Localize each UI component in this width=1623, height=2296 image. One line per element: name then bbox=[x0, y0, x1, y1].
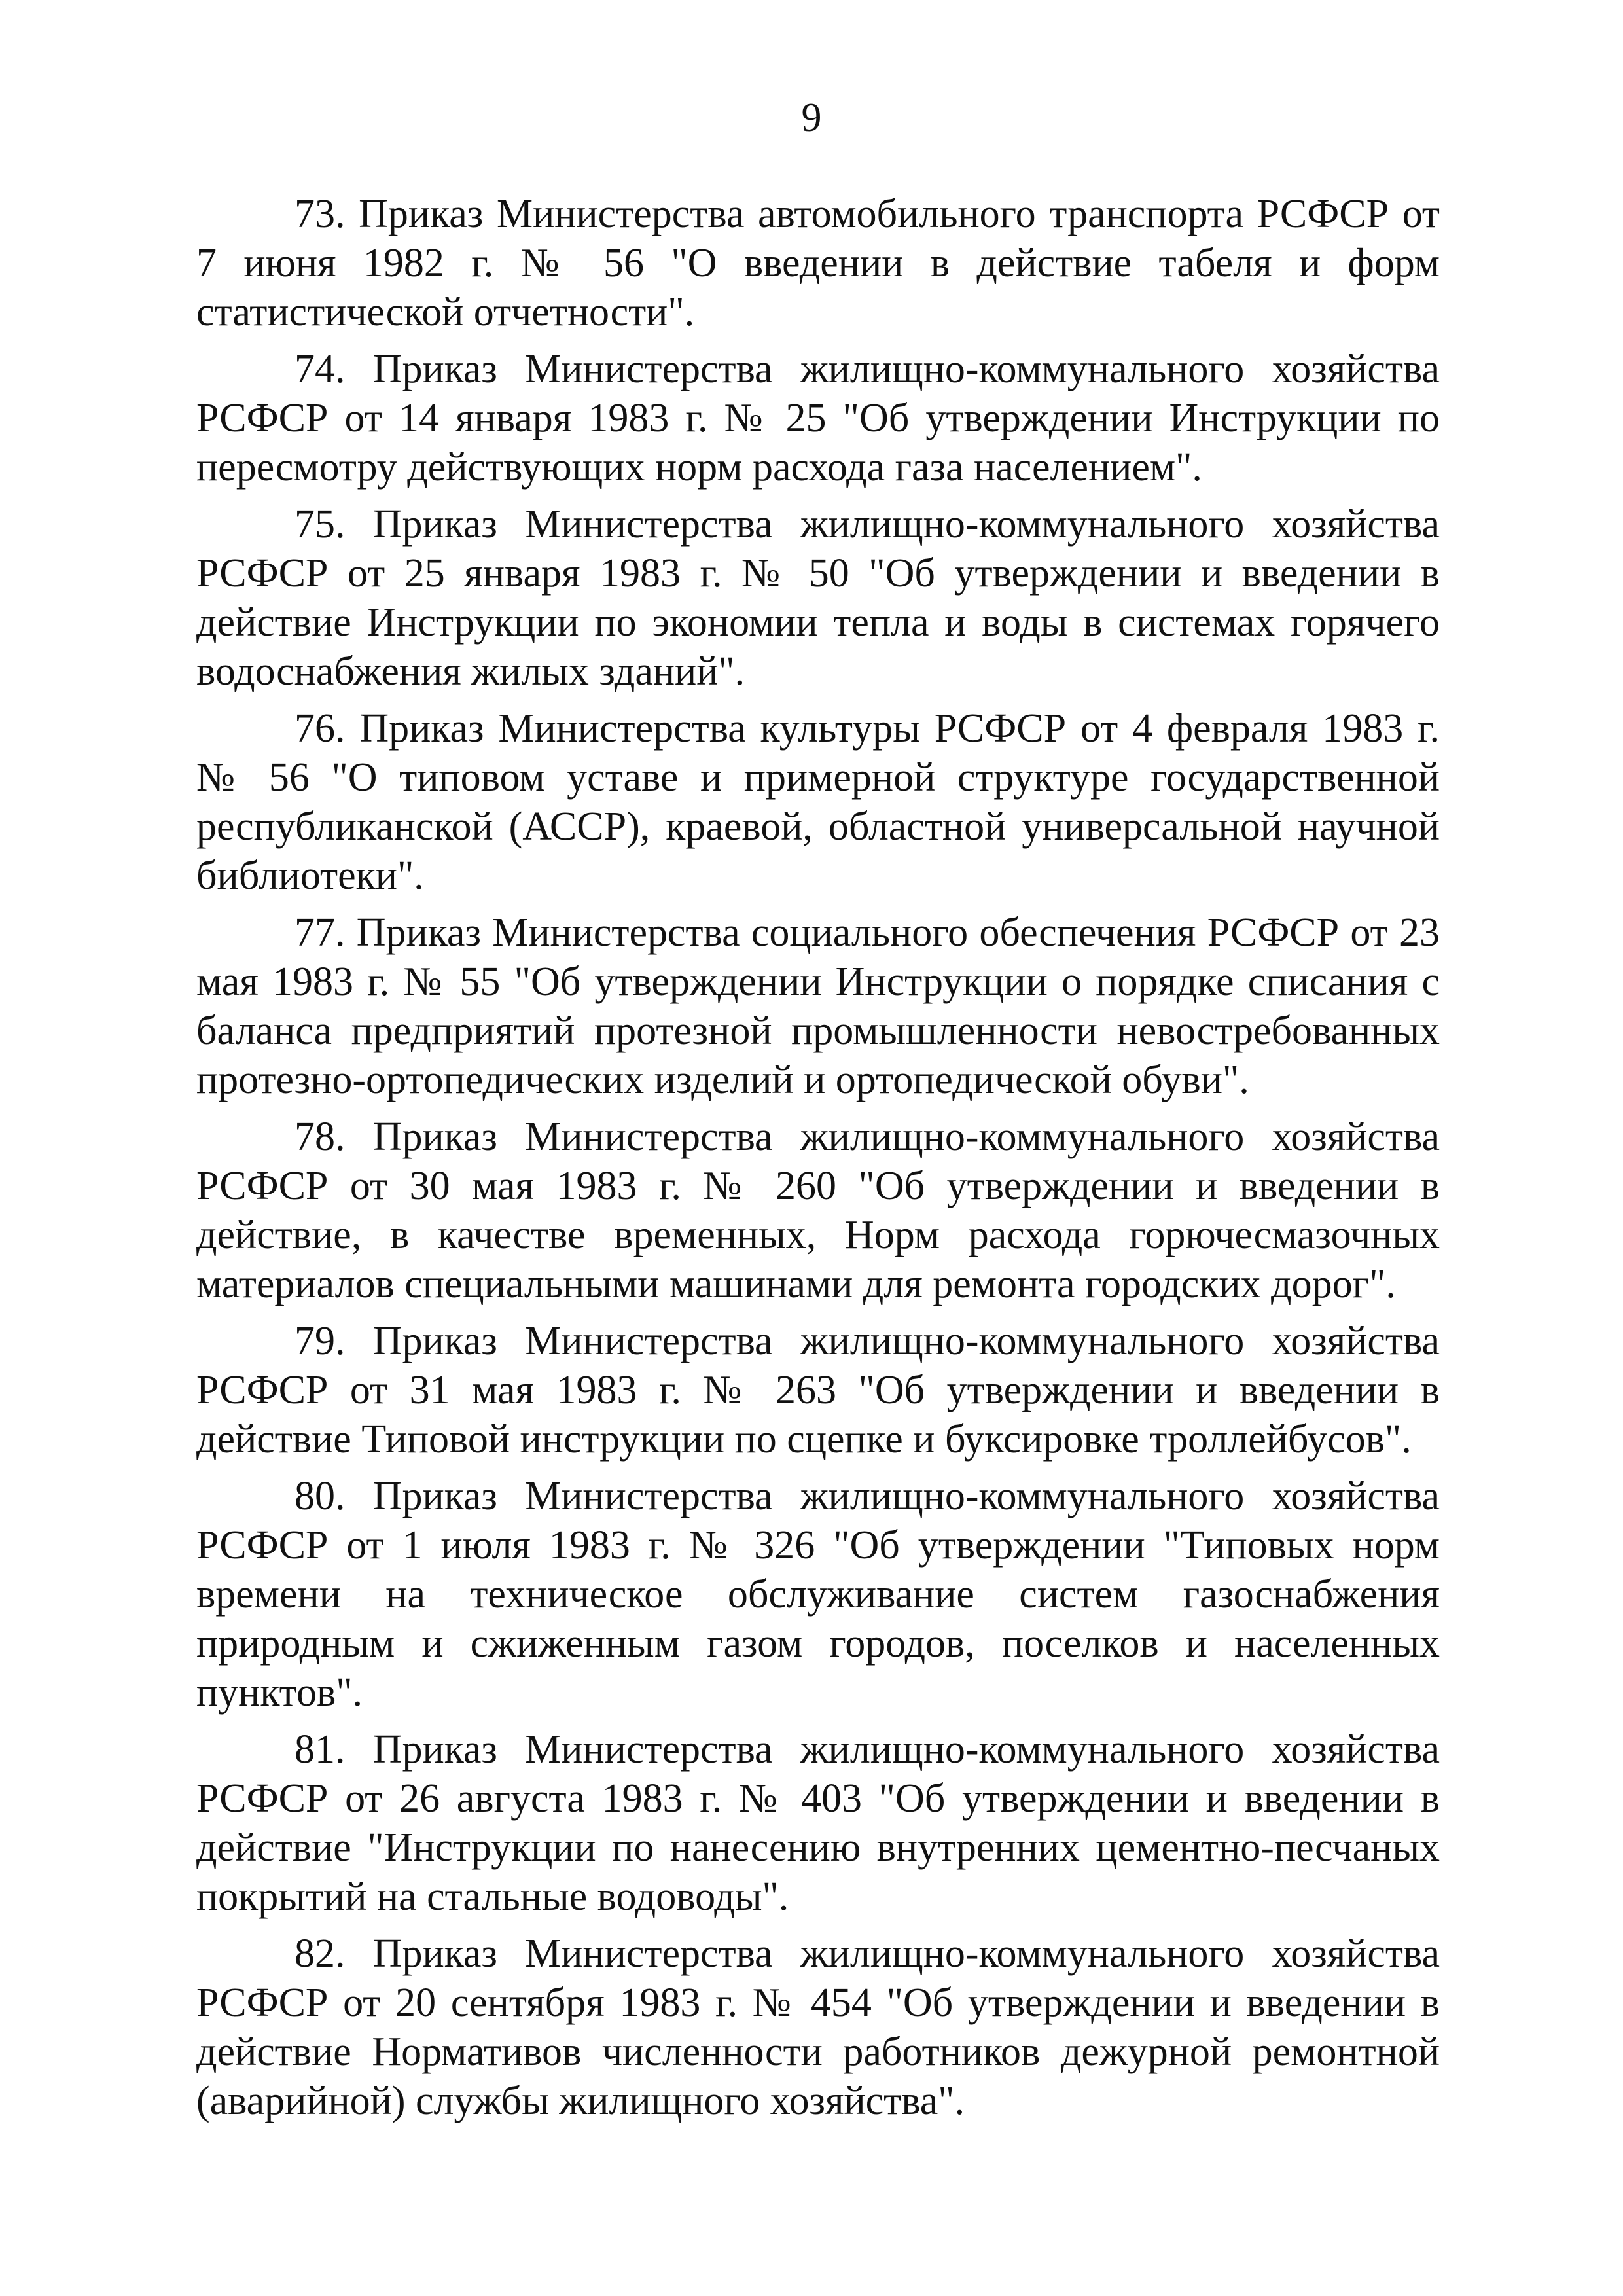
list-item: 75. Приказ Министерства жилищно-коммунального хозяйства РСФСР от 25 января 1983 г. № 50 "Об утверждении и введении в действие Инструкции по экономии тепла и воды в системах горячего водоснабжения жилых зданий". bbox=[196, 502, 1440, 694]
list-item: 74. Приказ Министерства жилищно-коммунального хозяйства РСФСР от 14 января 1983 г. № 25 "Об утверждении Инструкции по пересмотру действующих норм расхода газа населением". bbox=[196, 347, 1440, 490]
list-item: 77. Приказ Министерства социального обеспечения РСФСР от 23 мая 1983 г. № 55 "Об утверждении Инструкции о порядке списания с баланса предприятий протезной промышленности невостребованных протезно-ортопедических изделий и ортопедической обуви". bbox=[196, 910, 1440, 1102]
list-item: 80. Приказ Министерства жилищно-коммунального хозяйства РСФСР от 1 июля 1983 г. № 326 "Об утверждении "Типовых норм времени на техническое обслуживание систем газоснабжения природным и сжиженным газом городов, поселков и населенных пунктов". bbox=[196, 1474, 1440, 1715]
list-item: 78. Приказ Министерства жилищно-коммунального хозяйства РСФСР от 30 мая 1983 г. № 260 "Об утверждении и введении в действие, в качестве временных, Норм расхода горючесмазочных материалов специальными машинами для ремонта городских дорог". bbox=[196, 1115, 1440, 1306]
list-item: 76. Приказ Министерства культуры РСФСР от 4 февраля 1983 г. № 56 "О типовом уставе и примерной структуре государственной республиканской (АССР), краевой, областной универсальной научной библиотеки". bbox=[196, 706, 1440, 898]
list-item: 81. Приказ Министерства жилищно-коммунального хозяйства РСФСР от 26 августа 1983 г. № 403 "Об утверждении и введении в действие "Инструкции по нанесению внутренних цементно-песчаных покрытий на стальные водоводы". bbox=[196, 1727, 1440, 1919]
list-item: 73. Приказ Министерства автомобильного транспорта РСФСР от 7 июня 1982 г. № 56 "О введении в действие табеля и форм статистической отчетности". bbox=[196, 192, 1440, 334]
document-body bbox=[196, 190, 1440, 2134]
page-number: 9 bbox=[801, 96, 822, 140]
list-item: 79. Приказ Министерства жилищно-коммунального хозяйства РСФСР от 31 мая 1983 г. № 263 "Об утверждении и введении в действие Типовой инструкции по сцепке и буксировке троллейбусов". bbox=[196, 1319, 1440, 1462]
list-item: 82. Приказ Министерства жилищно-коммунального хозяйства РСФСР от 20 сентября 1983 г. № 454 "Об утверждении и введении в действие Нормативов численности работников дежурной ремонтной (аварийной) службы жилищного хозяйства". bbox=[196, 1931, 1440, 2123]
